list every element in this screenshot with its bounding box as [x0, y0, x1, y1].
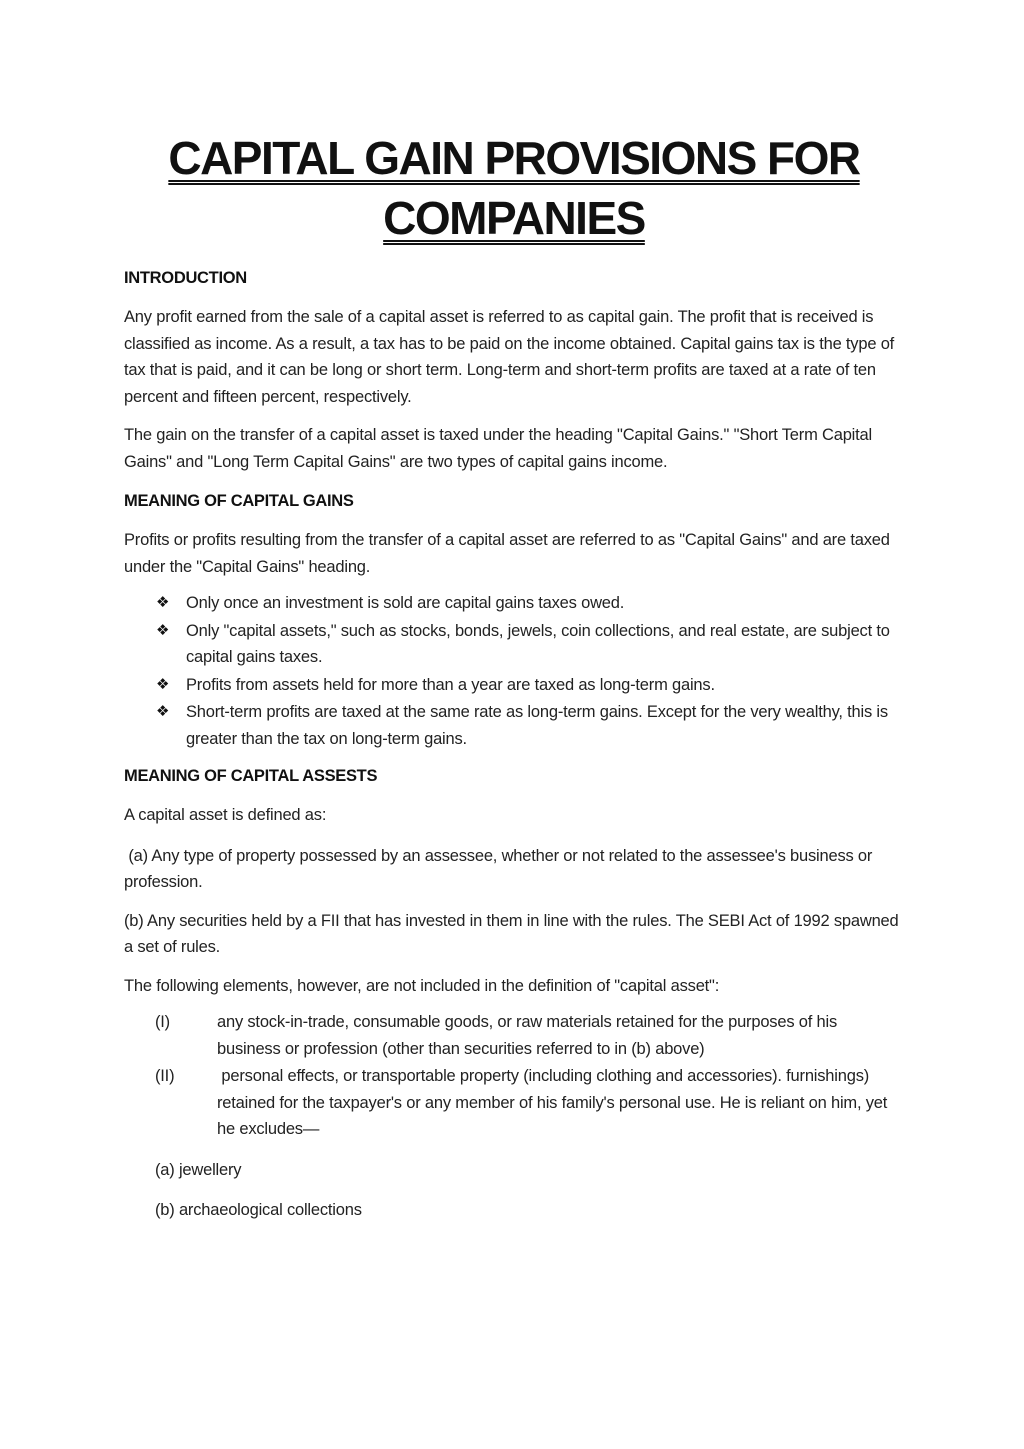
capital-assets-heading: MEANING OF CAPITAL ASSESTS: [124, 767, 378, 785]
exclusion-sub-item: (a) jewellery: [155, 1160, 242, 1179]
bullet-text: Only once an investment is sold are capital gains taxes owed.: [186, 594, 625, 612]
list-item: [124, 1063, 904, 1143]
exclusion-sub-item: (b) archaeological collections: [155, 1201, 362, 1219]
diamond-bullet-icon: ❖: [156, 594, 170, 611]
introduction-paragraph: The gain on the transfer of a capital asset is taxed under the heading "Capital Gains." "Short Term Capital Gains" and "Long Term Capital Gains" are two types of capital gains income.: [124, 426, 872, 471]
capital-gains-bullet-list: [124, 590, 904, 752]
list-item: [156, 699, 904, 752]
diamond-bullet-icon: ❖: [156, 621, 170, 639]
diamond-bullet-icon: ❖: [156, 675, 170, 693]
bullet-text: Short-term profits are taxed at the same rate as long-term gains. Except for the very wealthy, this is greater than the tax on long-term gains.: [186, 703, 888, 748]
list-item: [156, 590, 904, 617]
capital-assets-paragraph: A capital asset is defined as:: [124, 806, 327, 824]
list-item-text: any stock-in-trade, consumable goods, or raw materials retained for the purposes of his business or profession (other than securities referred to in (b) above): [217, 1013, 838, 1058]
capital-gains-paragraph: Profits or profits resulting from the transfer of a capital asset are referred to as "Capital Gains" and are taxed under the "Capital Gains" heading.: [124, 531, 890, 576]
exclusions-list: [124, 1009, 904, 1143]
list-item: [156, 672, 904, 699]
document-title: [124, 128, 904, 248]
capital-assets-paragraph: The following elements, however, are not included in the definition of "capital asset":: [124, 976, 720, 995]
bullet-text: Only "capital assets," such as stocks, bonds, jewels, coin collections, and real estate, are subject to capital gains taxes.: [186, 621, 890, 666]
introduction-paragraph: Any profit earned from the sale of a capital asset is referred to as capital gain. The profit that is received is classified as income. As a result, a tax has to be paid on the income obtained. Capital gains tax is the type of tax that is paid, and it can be long or short term. Long-term and short-term profits are taxed at a rate of ten percent and fifteen percent, respectively.: [124, 308, 895, 406]
diamond-bullet-icon: ❖: [156, 703, 170, 720]
capital-assets-paragraph: (a) Any type of property possessed by an assessee, whether or not related to the assessee's business or profession.: [124, 846, 877, 891]
list-item: [156, 618, 904, 671]
list-item: [124, 1009, 904, 1062]
capital-gains-heading: MEANING OF CAPITAL GAINS: [124, 492, 354, 510]
document-title-line-1: CAPITAL GAIN PROVISIONS FOR: [168, 132, 860, 184]
document-title-line-2: COMPANIES: [383, 192, 645, 244]
list-item-number: (II): [155, 1067, 175, 1085]
introduction-heading: INTRODUCTION: [124, 269, 247, 287]
document-page: [124, 128, 904, 1238]
bullet-text: Profits from assets held for more than a year are taxed as long-term gains.: [186, 675, 715, 694]
list-item-number: (I): [155, 1013, 170, 1031]
capital-assets-paragraph: (b) Any securities held by a FII that has invested in them in line with the rules. The SEBI Act of 1992 spawned a set of rules.: [124, 911, 899, 956]
list-item-text: personal effects, or transportable property (including clothing and accessories). furnishings) retained for the taxpayer's or any member of his family's personal use. He is reliant on him, yet he excludes—: [217, 1067, 892, 1138]
